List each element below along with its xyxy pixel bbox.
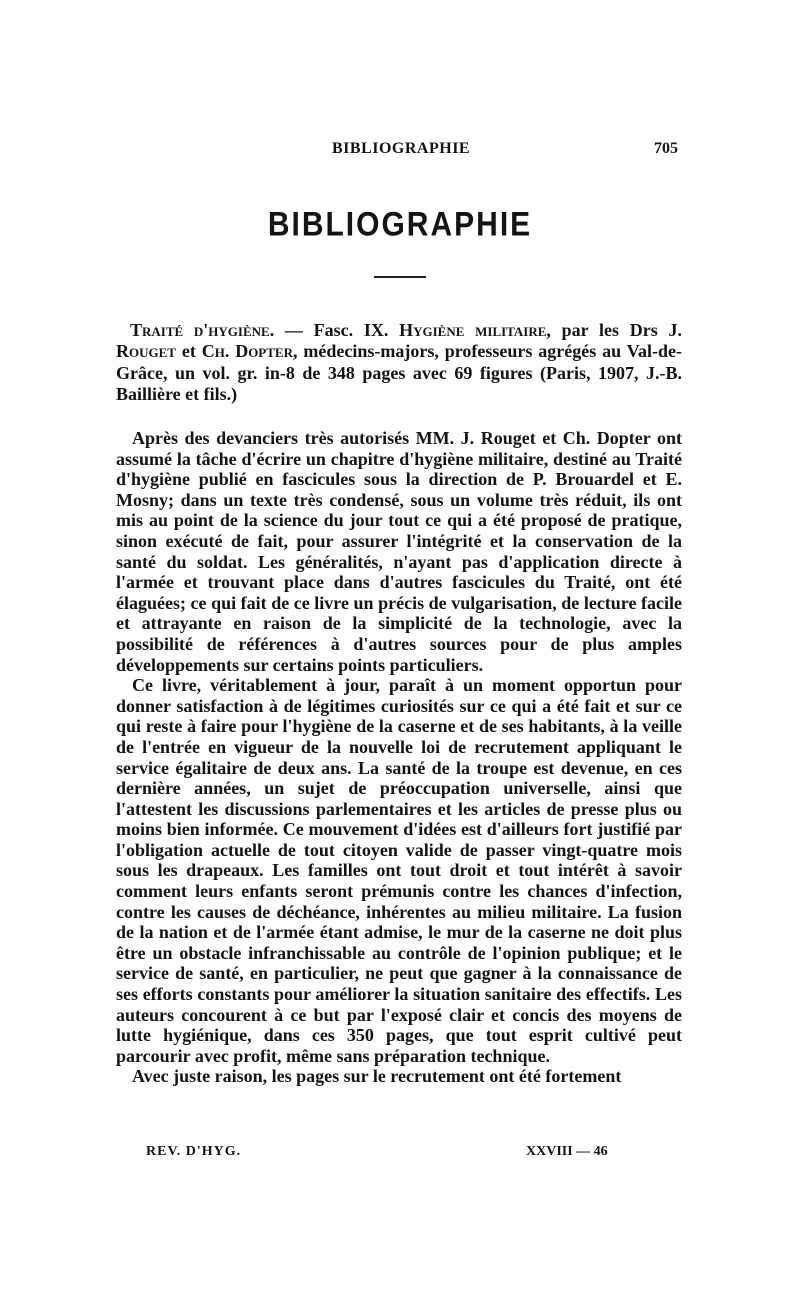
paragraph-3: Avec juste raison, les pages sur le recrutement ont été fortement [132,1066,622,1087]
section-title: BIBLIOGRAPHIE [267,205,533,244]
page-number: 705 [654,140,678,157]
paragraph-2: Ce livre, véritablement à jour, paraît à un moment opportun pour donner satisfaction à de légitimes curiosités sur ce qui a été fait et sur ce qui reste à faire pour l'hygiène de la caserne et de ses habitants, à la veille de l'entrée en vigueur de la nouvelle loi de recrutement appliquant le service égalitaire de deux ans. La santé de la troupe est devenue, en ces dernière années, un sujet de préoccupation universelle, ainsi que l'attestent les discussions parlementaires et les articles de presse plus ou moins bien informée. Ce mouvement d'idées est d'ailleurs fort justifié par l'obligation actuelle de tout citoyen valide de passer vingt-quatre mois sous les drapeaux. Les familles ont tout droit et tout intérêt à savoir comment leurs enfants seront prémunis contre les chances d'infection, contre les causes de déchéance, inhérentes au milieu militaire. La fusion de la nation et de l'armée étant admise, le mur de la caserne ne doit plus être un obstacle infranchissable au contrôle de l'opinion publique; et le service de santé, en particulier, ne peut que gagner à la connaissance de ses efforts constants pour améliorer la situation sanitaire des effectifs. Les auteurs concourent à ce but par l'exposé clair et concis des moyens de lutte hygiénique, dans ces 350 pages, que tout esprit cultivé peut parcourir avec profit, même sans préparation technique. [116,675,682,1066]
entry-section: Hygiène militaire, [399,320,551,340]
entry-details: médecins-majors, professeurs agrégés au Val-de-Grâce, un vol. gr. in-8 de 348 pages avec 69 figures (Paris, 1907, J.-B. Baillière et fils.) [116,341,683,404]
title-rule-divider [374,276,426,278]
entry-author-1: Rouget [116,341,176,362]
footer-journal: REV. D'HYG. [146,1144,242,1159]
paragraph-1: Après des devanciers très autorisés MM. J. Rouget et Ch. Dopter ont assumé la tâche d'écrire un chapitre d'hygiène militaire, destiné au Traité d'hygiène publié en fascicules sous la direction de P. Brouardel et E. Mosny; dans un texte très condensé, sous un volume très réduit, ils ont mis au point de la science du jour tout ce qui a été proposé de pratique, sinon exécuté de fait, pour assurer l'intégrité et la conservation de la santé du soldat. Les généralités, n'ayant pas d'application directe à l'armée et trouvant place dans d'autres fascicules du Traité, ont été élaguées; ce qui fait de ce livre un précis de vulgarisation, de lecture facile et attrayante en raison de la simplicité de la technologie, avec la possibilité de références à d'autres sources pour de plus amples développements sur certains points particuliers. [116,428,682,675]
footer-signature: XXVIII — 46 [526,1144,608,1159]
review-body [116,428,682,1087]
bibliographic-entry [116,320,682,405]
entry-author-2: Ch. Dopter, [201,341,298,362]
running-head [0,140,800,164]
running-head-title: BIBLIOGRAPHIE [332,140,471,157]
page-footer [0,1144,800,1168]
entry-and: et [175,341,202,362]
entry-work-title: Traité d'hygiène. [130,320,275,340]
entry-by: par les Drs J. [550,320,682,340]
entry-fascicle: — Fasc. IX. [274,320,400,340]
